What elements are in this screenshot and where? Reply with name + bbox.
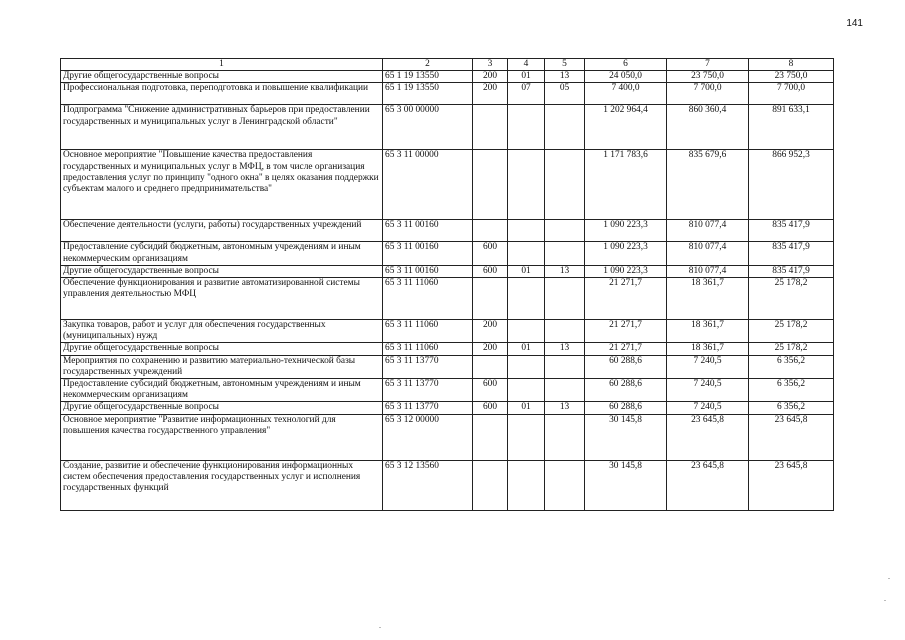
col-header-1: 1 (61, 59, 383, 71)
row-amount-year1-cell: 21 271,7 (585, 343, 667, 355)
row-code-cell: 65 3 11 11060 (383, 343, 473, 355)
scan-speck (379, 627, 381, 628)
row-amount-year1-cell: 60 288,6 (585, 402, 667, 414)
row-amount-year1-cell: 1 202 964,4 (585, 105, 667, 150)
table-row (61, 414, 834, 460)
col-header-2: 2 (383, 59, 473, 71)
row-amount-year1-cell: 60 288,6 (585, 355, 667, 378)
row-code-cell: 65 3 11 13770 (383, 355, 473, 378)
row-code-cell: 65 3 12 13560 (383, 460, 473, 510)
row-code-cell: 65 3 11 00160 (383, 242, 473, 265)
row-expense-type-cell (473, 460, 508, 510)
row-name-cell: Основное мероприятие "Развитие информационных технологий для повышения качества государственного управления" (61, 414, 383, 460)
row-amount-year3-cell: 6 356,2 (749, 402, 834, 414)
row-subsection-cell (545, 320, 585, 343)
row-name-cell: Обеспечение функционирования и развитие автоматизированной системы управления деятельностью МФЦ (61, 278, 383, 320)
row-section-cell: 01 (508, 265, 545, 277)
row-subsection-cell: 05 (545, 83, 585, 105)
row-expense-type-cell (473, 278, 508, 320)
row-subsection-cell: 13 (545, 343, 585, 355)
row-amount-year3-cell: 25 178,2 (749, 320, 834, 343)
row-expense-type-cell (473, 414, 508, 460)
row-subsection-cell: 13 (545, 265, 585, 277)
row-name-cell: Предоставление субсидий бюджетным, автономным учреждениям и иным некоммерческим организациям (61, 242, 383, 265)
col-header-6: 6 (585, 59, 667, 71)
scan-speck (888, 578, 890, 579)
row-code-cell: 65 3 11 00000 (383, 150, 473, 220)
row-amount-year1-cell: 1 171 783,6 (585, 150, 667, 220)
table-row (61, 105, 834, 150)
row-amount-year2-cell: 7 240,5 (667, 402, 749, 414)
row-amount-year2-cell: 835 679,6 (667, 150, 749, 220)
page-number: 141 (846, 18, 863, 29)
row-subsection-cell (545, 355, 585, 378)
row-amount-year3-cell: 23 750,0 (749, 71, 834, 83)
row-amount-year3-cell: 7 700,0 (749, 83, 834, 105)
row-amount-year2-cell: 810 077,4 (667, 265, 749, 277)
row-name-cell: Создание, развитие и обеспечение функционирования информационных систем обеспечения предоставления государственных услуг и исполнения государственных функций (61, 460, 383, 510)
row-amount-year1-cell: 1 090 223,3 (585, 242, 667, 265)
row-expense-type-cell: 600 (473, 402, 508, 414)
row-section-cell (508, 105, 545, 150)
row-section-cell (508, 414, 545, 460)
row-amount-year2-cell: 810 077,4 (667, 242, 749, 265)
row-name-cell: Подпрограмма "Снижение административных барьеров при предоставлении государственных и муниципальных услуг в Ленинградской области" (61, 105, 383, 150)
row-code-cell: 65 1 19 13550 (383, 83, 473, 105)
row-amount-year3-cell: 6 356,2 (749, 379, 834, 402)
table-row (61, 265, 834, 277)
row-amount-year1-cell: 7 400,0 (585, 83, 667, 105)
row-code-cell: 65 3 00 00000 (383, 105, 473, 150)
row-code-cell: 65 3 11 11060 (383, 278, 473, 320)
row-section-cell: 07 (508, 83, 545, 105)
col-header-8: 8 (749, 59, 834, 71)
row-subsection-cell (545, 460, 585, 510)
row-amount-year1-cell: 1 090 223,3 (585, 220, 667, 242)
scan-speck (884, 600, 886, 601)
row-expense-type-cell: 200 (473, 320, 508, 343)
row-code-cell: 65 3 11 13770 (383, 379, 473, 402)
table-row (61, 355, 834, 378)
row-subsection-cell (545, 220, 585, 242)
row-subsection-cell (545, 242, 585, 265)
row-name-cell: Мероприятия по сохранению и развитию материально-технической базы государственных учреждений (61, 355, 383, 378)
row-section-cell (508, 150, 545, 220)
row-section-cell: 01 (508, 402, 545, 414)
row-amount-year3-cell: 25 178,2 (749, 278, 834, 320)
row-amount-year2-cell: 7 700,0 (667, 83, 749, 105)
row-expense-type-cell (473, 220, 508, 242)
row-amount-year3-cell: 23 645,8 (749, 460, 834, 510)
row-code-cell: 65 3 11 00160 (383, 220, 473, 242)
row-expense-type-cell: 600 (473, 265, 508, 277)
table-row (61, 71, 834, 83)
row-amount-year3-cell: 25 178,2 (749, 343, 834, 355)
row-amount-year1-cell: 21 271,7 (585, 278, 667, 320)
row-name-cell: Другие общегосударственные вопросы (61, 265, 383, 277)
row-amount-year2-cell: 23 750,0 (667, 71, 749, 83)
table-row (61, 320, 834, 343)
col-header-5: 5 (545, 59, 585, 71)
table-row (61, 83, 834, 105)
table-row (61, 242, 834, 265)
row-expense-type-cell (473, 150, 508, 220)
row-name-cell: Другие общегосударственные вопросы (61, 402, 383, 414)
row-section-cell: 01 (508, 71, 545, 83)
row-amount-year3-cell: 891 633,1 (749, 105, 834, 150)
row-amount-year2-cell: 18 361,7 (667, 278, 749, 320)
row-expense-type-cell: 600 (473, 379, 508, 402)
table-row (61, 379, 834, 402)
row-subsection-cell: 13 (545, 402, 585, 414)
table-row (61, 402, 834, 414)
row-code-cell: 65 3 11 11060 (383, 320, 473, 343)
row-name-cell: Закупка товаров, работ и услуг для обеспечения государственных (муниципальных) нужд (61, 320, 383, 343)
row-section-cell (508, 320, 545, 343)
row-name-cell: Основное мероприятие "Повышение качества предоставления государственных и муниципальных услуг в МФЦ, в том числе организация предоставления услуг по принципу "одного окна" в целях оказания поддержки субъектам малого и среднего предпринимательства" (61, 150, 383, 220)
row-amount-year2-cell: 23 645,8 (667, 414, 749, 460)
row-section-cell (508, 242, 545, 265)
row-name-cell: Предоставление субсидий бюджетным, автономным учреждениям и иным некоммерческим организациям (61, 379, 383, 402)
row-code-cell: 65 3 11 00160 (383, 265, 473, 277)
row-amount-year1-cell: 60 288,6 (585, 379, 667, 402)
header-row (61, 59, 834, 71)
row-amount-year2-cell: 7 240,5 (667, 379, 749, 402)
row-amount-year2-cell: 7 240,5 (667, 355, 749, 378)
row-subsection-cell (545, 105, 585, 150)
row-amount-year1-cell: 21 271,7 (585, 320, 667, 343)
row-section-cell (508, 355, 545, 378)
row-code-cell: 65 1 19 13550 (383, 71, 473, 83)
row-code-cell: 65 3 11 13770 (383, 402, 473, 414)
row-amount-year3-cell: 6 356,2 (749, 355, 834, 378)
row-amount-year1-cell: 24 050,0 (585, 71, 667, 83)
row-amount-year3-cell: 835 417,9 (749, 265, 834, 277)
table-row (61, 150, 834, 220)
row-name-cell: Другие общегосударственные вопросы (61, 71, 383, 83)
table-row (61, 278, 834, 320)
row-section-cell (508, 278, 545, 320)
row-expense-type-cell: 600 (473, 242, 508, 265)
row-code-cell: 65 3 12 00000 (383, 414, 473, 460)
row-expense-type-cell: 200 (473, 343, 508, 355)
table-row (61, 343, 834, 355)
col-header-3: 3 (473, 59, 508, 71)
row-amount-year2-cell: 18 361,7 (667, 343, 749, 355)
budget-table (60, 58, 834, 511)
row-name-cell: Профессиональная подготовка, переподготовка и повышение квалификации (61, 83, 383, 105)
row-subsection-cell (545, 414, 585, 460)
row-amount-year1-cell: 30 145,8 (585, 460, 667, 510)
col-header-4: 4 (508, 59, 545, 71)
col-header-7: 7 (667, 59, 749, 71)
row-section-cell (508, 460, 545, 510)
row-section-cell: 01 (508, 343, 545, 355)
row-amount-year2-cell: 23 645,8 (667, 460, 749, 510)
table-row (61, 460, 834, 510)
row-expense-type-cell (473, 355, 508, 378)
row-section-cell (508, 379, 545, 402)
row-amount-year3-cell: 866 952,3 (749, 150, 834, 220)
row-amount-year3-cell: 835 417,9 (749, 220, 834, 242)
row-subsection-cell (545, 278, 585, 320)
row-section-cell (508, 220, 545, 242)
row-expense-type-cell: 200 (473, 83, 508, 105)
row-amount-year3-cell: 835 417,9 (749, 242, 834, 265)
row-subsection-cell (545, 150, 585, 220)
row-name-cell: Другие общегосударственные вопросы (61, 343, 383, 355)
row-name-cell: Обеспечение деятельности (услуги, работы) государственных учреждений (61, 220, 383, 242)
table-row (61, 220, 834, 242)
row-subsection-cell: 13 (545, 71, 585, 83)
row-expense-type-cell: 200 (473, 71, 508, 83)
row-amount-year1-cell: 30 145,8 (585, 414, 667, 460)
row-amount-year2-cell: 18 361,7 (667, 320, 749, 343)
row-amount-year1-cell: 1 090 223,3 (585, 265, 667, 277)
row-subsection-cell (545, 379, 585, 402)
row-expense-type-cell (473, 105, 508, 150)
row-amount-year2-cell: 860 360,4 (667, 105, 749, 150)
row-amount-year3-cell: 23 645,8 (749, 414, 834, 460)
row-amount-year2-cell: 810 077,4 (667, 220, 749, 242)
